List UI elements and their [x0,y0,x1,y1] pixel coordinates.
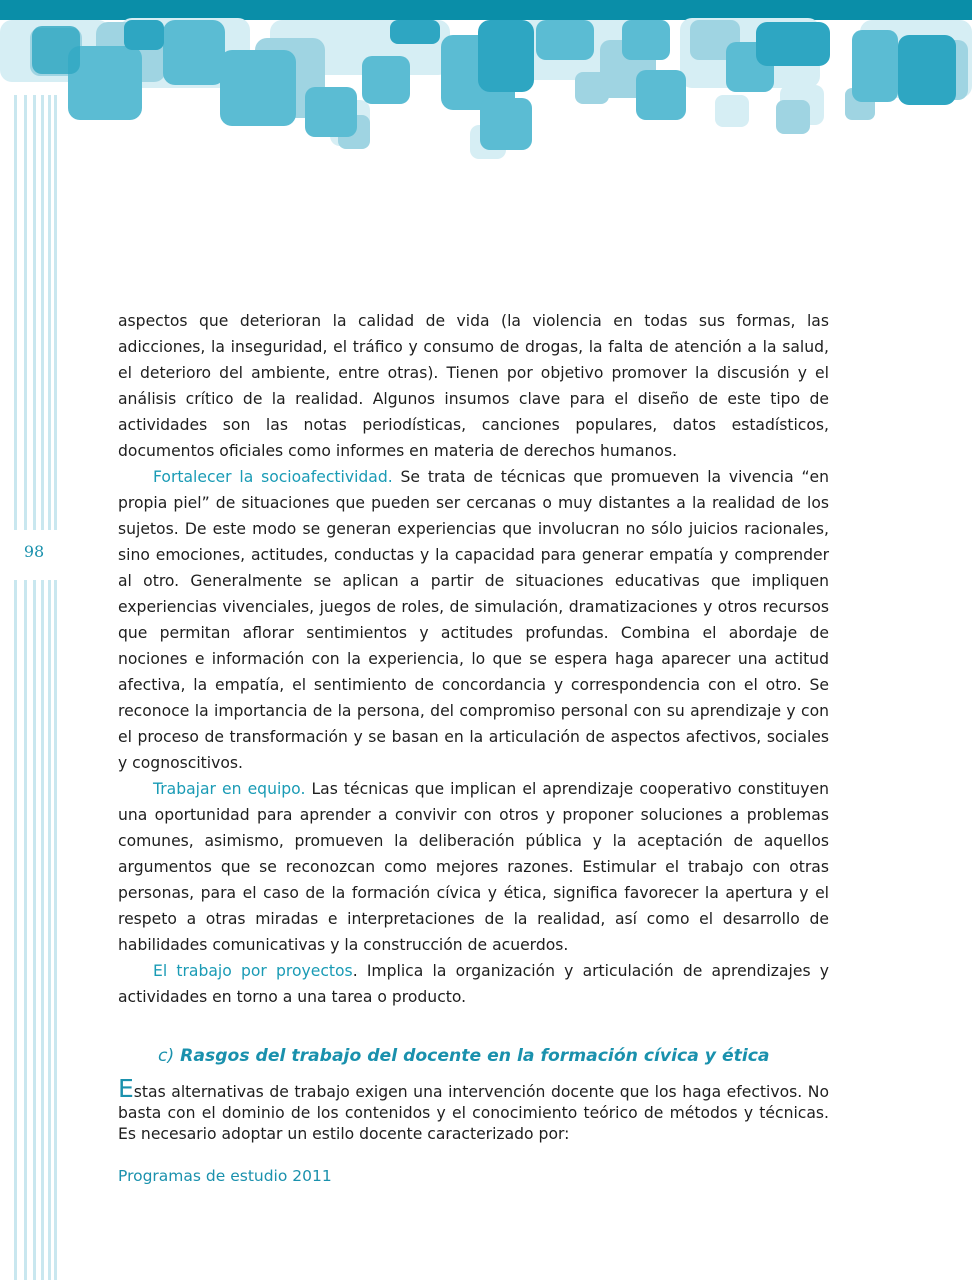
paragraph-trabajar-en-equipo [118,776,829,958]
section-heading [158,1044,829,1068]
paragraph-socioafectividad [118,464,829,776]
paragraph-3-body: Las técnicas que implican el aprendizaje cooperativo constituyen una oportunidad para aprender a convivir con otros y proponer soluciones a problemas comunes, asimismo, promueven la deliberación pública y la aceptación de aquellos argumentos que se reconozcan como mejores razones. Estimular el trabajo con otras personas, para el caso de la formación cívica y ética, significa favorecer la apertura y el respeto a otras miradas e interpretaciones de la realidad, así como el desarrollo de habilidades comunicativas y la construcción de acuerdos. [118,780,829,954]
page-number: 98 [23,542,45,561]
paragraph-1: aspectos que deterioran la calidad de vida (la violencia en todas sus formas, las adicciones, la inseguridad, el tráfico y consumo de drogas, la falta de atención a la salud, el deterioro del ambiente, entre otras). Tienen por objetivo promover la discusión y el análisis crítico de la realidad. Algunos insumos clave para el diseño de este tipo de actividades son las notas periodísticas, canciones populares, datos estadísticos, documentos oficiales como informes en materia de derechos humanos. [118,312,829,460]
side-stripes [14,95,58,1280]
intro-text: stas alternativas de trabajo exigen una intervención docente que los haga efectivos. No basta con el dominio de los contenidos y el conocimiento teórico de métodos y técnicas. Es necesario adoptar un estilo docente caracterizado por: [118,1083,829,1143]
body-text [118,308,829,1145]
paragraph-2-body: Se trata de técnicas que promueven la vivencia “en propia piel” de situaciones que pueden ser cercanas o muy distantes a la realidad de los sujetos. De este modo se generan experiencias que involucran no sólo juicios racionales, sino emociones, actitudes, conductas y la capacidad para generar empatía y comprender al otro. Generalmente se aplican a partir de situaciones educativas que impliquen experiencias vivenciales, juegos de roles, de simulación, dramatizaciones y otros recursos que permitan aflorar sentimientos y actitudes profundas. Combina el abordaje de nociones e información con la experiencia, lo que se espera haga aparecer una actitud afectiva, la empatía, el sentimiento de concordancia y correspondencia con el otro. Se reconoce la importancia de la persona, del compromiso personal con su aprendizaje y con el proceso de transformación y se basan en la articulación de aspectos afectivos, sociales y cognoscitivos. [118,468,830,772]
intro-paragraph [118,1074,829,1145]
section-title: Rasgos del trabajo del docente en la formación cívica y ética [180,1046,770,1066]
term-trabajar-en-equipo: Trabajar en equipo. [153,780,306,798]
paragraph-4-body: . Implica la organización y articulación de aprendizajes y actividades en torno a una tarea o producto. [118,962,829,1006]
footer-title: Programas de estudio 2011 [118,1167,332,1185]
rounded-squares-pattern-icon [0,0,972,170]
section-letter: c) [158,1046,175,1066]
term-trabajo-por-proyectos: El trabajo por proyectos [153,962,353,980]
paragraph-proyectos [118,958,829,1010]
drop-cap: E [118,1074,134,1103]
term-socioafectividad: Fortalecer la socioafectividad. [153,468,393,486]
